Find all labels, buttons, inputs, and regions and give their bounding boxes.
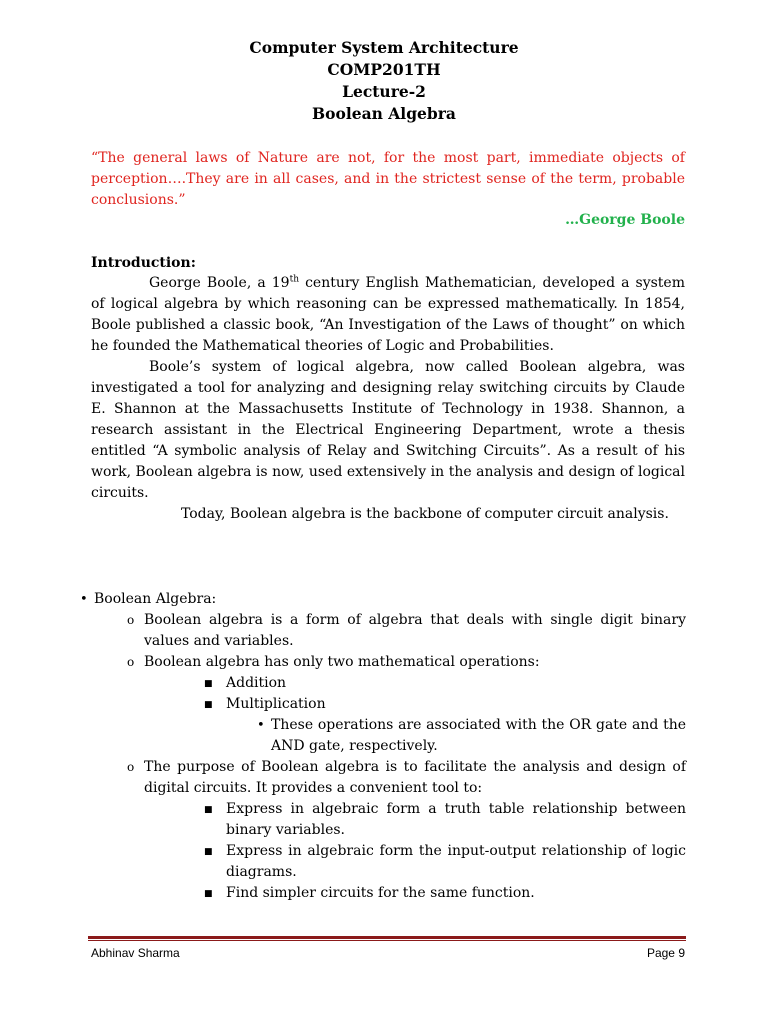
list-item: o Boolean algebra has only two mathematical operations: (80, 652, 686, 673)
list-item: ■ Multiplication (80, 694, 686, 715)
bullet-dot-icon: • (80, 592, 88, 607)
intro-p1-part-b: century English Mathematician, developed a system of logical algebra by which reasoning can be expressed mathematically. In 1854, Boole published a classic book, “An Investigation of the Laws of thought” on which he founded the Mathematical theories of Logic and Probabilities. (91, 275, 685, 354)
circle-bullet-icon: o (127, 760, 135, 774)
list-item: ■ Express in algebraic form the input-output relationship of logic diagrams. (204, 843, 686, 880)
intro-paragraph-2: Boole’s system of logical algebra, now called Boolean algebra, was investigated a tool for analyzing and designing relay switching circuits by Claude E. Shannon at the Massachusetts Institute of Technology in 1938. Shannon, a research assistant in the Electrical Engineering Department, wrote a thesis entitled “A symbolic analysis of Relay and Switching Circuits”. As a result of his work, Boolean algebra is now, used extensively in the analysis and design of logical circuits. (91, 359, 685, 501)
ordinal-superscript: th (289, 274, 299, 285)
footer-author: Abhinav Sharma (91, 946, 180, 960)
square-bullet-icon: ■ (204, 679, 213, 689)
list-item: o The purpose of Boolean algebra is to facilitate the analysis and design of digital circuits. It provides a convenient tool to: (127, 759, 686, 796)
square-bullet-icon: ■ (204, 847, 213, 857)
list-item: • Boolean Algebra: (80, 589, 686, 610)
list-item: ■ Addition (80, 673, 686, 694)
intro-p1-part-a: George Boole, a 19 (149, 275, 290, 291)
lecture-number: Lecture-2 (342, 82, 426, 101)
footer-rule-thick (88, 936, 686, 939)
introduction-heading: Introduction: (91, 255, 196, 271)
course-title: Computer System Architecture (249, 38, 519, 57)
circle-bullet-icon: o (127, 613, 135, 627)
circle-bullet-icon: o (127, 655, 135, 669)
bullet-dot-icon: • (257, 718, 265, 733)
list-item: ■ Find simpler circuits for the same function. (80, 883, 686, 904)
page-number: Page 9 (646, 946, 685, 960)
footer-rule-thin (88, 940, 686, 941)
boolean-algebra-outline (80, 589, 686, 904)
lecture-topic: Boolean Algebra (312, 104, 456, 123)
square-bullet-icon: ■ (204, 700, 213, 710)
epigraph-attribution: …George Boole (565, 212, 685, 228)
list-item: • These operations are associated with the OR gate and the AND gate, respectively. (257, 717, 686, 754)
list-item: o Boolean algebra is a form of algebra that deals with single digit binary values and variables. (127, 612, 686, 649)
intro-paragraph-1 (91, 273, 685, 357)
intro-paragraph-3: Today, Boolean algebra is the backbone of computer circuit analysis. (181, 506, 669, 522)
square-bullet-icon: ■ (204, 805, 213, 815)
list-item: ■ Express in algebraic form a truth table relationship between binary variables. (204, 801, 686, 838)
epigraph-quote: “The general laws of Nature are not, for the most part, immediate objects of perception….They are in all cases, and in the strictest sense of the term, probable conclusions.” (91, 150, 685, 208)
document-title-block (0, 37, 768, 125)
square-bullet-icon: ■ (204, 889, 213, 899)
course-code: COMP201TH (327, 60, 441, 79)
